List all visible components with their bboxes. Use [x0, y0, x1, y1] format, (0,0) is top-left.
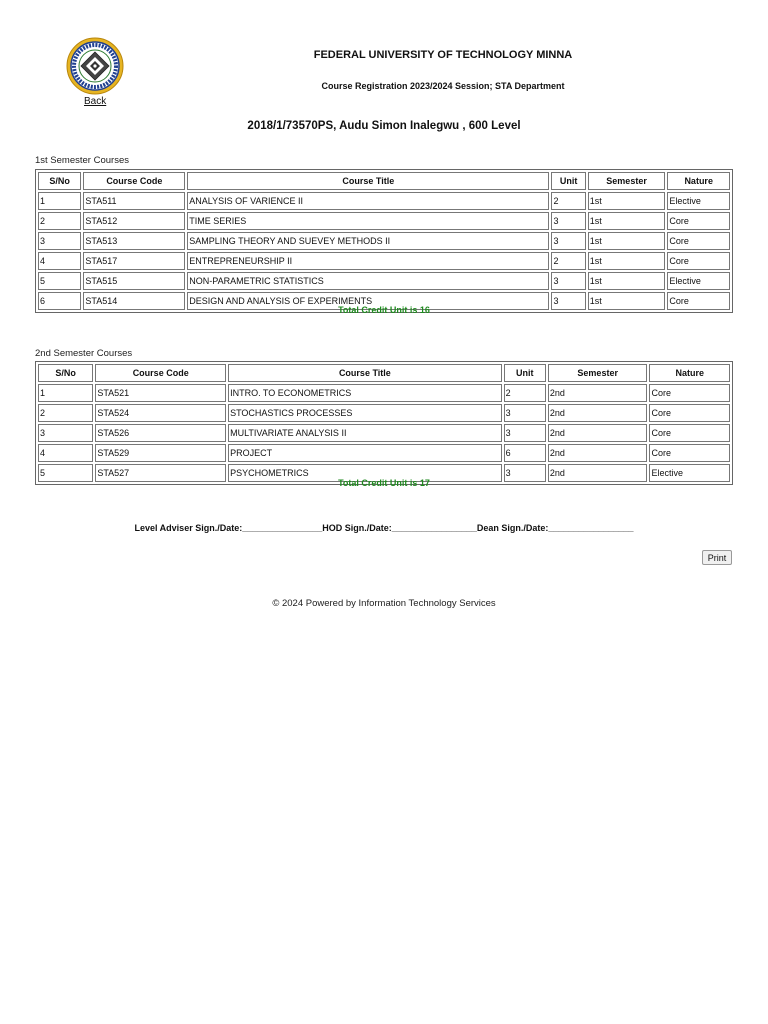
column-header: S/No — [38, 172, 81, 190]
table-cell: 3 — [551, 212, 585, 230]
column-header: Course Code — [83, 172, 185, 190]
column-header: Unit — [551, 172, 585, 190]
university-name: FEDERAL UNIVERSITY OF TECHNOLOGY MINNA — [313, 49, 573, 61]
table-row — [38, 192, 730, 210]
print-button[interactable]: Print — [702, 550, 732, 565]
table-cell: STA511 — [83, 192, 185, 210]
table-cell: STA514 — [83, 292, 185, 310]
table-cell: 3 — [38, 424, 93, 442]
table-cell: 2nd — [548, 424, 648, 442]
table-cell: STA524 — [95, 404, 226, 422]
second-semester-total: Total Credit Unit is 17 — [338, 478, 430, 488]
student-info: 2018/1/73570PS, Audu Simon Inalegwu , 600 Level — [247, 120, 521, 132]
table-cell: NON-PARAMETRIC STATISTICS — [187, 272, 549, 290]
table-cell: 3 — [551, 272, 585, 290]
table-cell: 2 — [504, 384, 546, 402]
table-cell: 1st — [588, 192, 666, 210]
table-cell: 3 — [551, 232, 585, 250]
table-cell: 2 — [551, 252, 585, 270]
table-header-row — [38, 172, 730, 190]
table-cell: STA529 — [95, 444, 226, 462]
table-cell: 2nd — [548, 444, 648, 462]
table-cell: STA512 — [83, 212, 185, 230]
table-cell: 1st — [588, 272, 666, 290]
table-cell: TIME SERIES — [187, 212, 549, 230]
table-cell: 5 — [38, 272, 81, 290]
table-cell: Core — [667, 212, 730, 230]
table-cell: 2 — [38, 212, 81, 230]
table-cell: PSYCHOMETRICS — [228, 464, 502, 482]
second-semester-caption: 2nd Semester Courses — [35, 348, 133, 359]
table-cell: 1 — [38, 192, 81, 210]
signature-line: Level Adviser Sign./Date:________________HOD Sign./Date:_________________Dean Sign./Date:_________________ — [134, 523, 634, 533]
table-cell: 2 — [551, 192, 585, 210]
table-cell: 3 — [504, 464, 546, 482]
table-cell: 1st — [588, 252, 666, 270]
column-header: Course Code — [95, 364, 226, 382]
column-header: Unit — [504, 364, 546, 382]
column-header: Nature — [667, 172, 730, 190]
table-cell: INTRO. TO ECONOMETRICS — [228, 384, 502, 402]
table-cell: Core — [649, 384, 730, 402]
table-cell: STA517 — [83, 252, 185, 270]
table-row — [38, 272, 730, 290]
table-cell: MULTIVARIATE ANALYSIS II — [228, 424, 502, 442]
table-cell: SAMPLING THEORY AND SUEVEY METHODS II — [187, 232, 549, 250]
footer-credit: © 2024 Powered by Information Technology Services — [272, 598, 496, 609]
table-header-row — [38, 364, 730, 382]
table-cell: 2nd — [548, 384, 648, 402]
table-cell: STA515 — [83, 272, 185, 290]
table-cell: Elective — [667, 192, 730, 210]
column-header: S/No — [38, 364, 93, 382]
table-cell: 2 — [38, 404, 93, 422]
table-cell: Core — [649, 404, 730, 422]
table-cell: 4 — [38, 252, 81, 270]
back-link[interactable]: Back — [84, 96, 107, 107]
column-header: Course Title — [187, 172, 549, 190]
table-cell: 6 — [38, 292, 81, 310]
table-row — [38, 384, 730, 402]
first-semester-table — [35, 169, 733, 313]
table-cell: Elective — [649, 464, 730, 482]
session-row — [0, 76, 768, 94]
table-cell: 1st — [588, 292, 666, 310]
table-cell: 3 — [504, 404, 546, 422]
table-cell: 3 — [38, 232, 81, 250]
table-cell: 3 — [504, 424, 546, 442]
session-line: Course Registration 2023/2024 Session; STA Department — [321, 81, 565, 91]
table-cell: 4 — [38, 444, 93, 462]
table-cell: 3 — [551, 292, 585, 310]
column-header: Nature — [649, 364, 730, 382]
table-row — [38, 212, 730, 230]
table-cell: DESIGN AND ANALYSIS OF EXPERIMENTS — [187, 292, 549, 310]
table-row — [38, 232, 730, 250]
column-header: Semester — [588, 172, 666, 190]
table-cell: 2nd — [548, 404, 648, 422]
table-cell: STA527 — [95, 464, 226, 482]
table-row — [38, 252, 730, 270]
first-semester-caption: 1st Semester Courses — [35, 155, 129, 166]
column-header: Course Title — [228, 364, 502, 382]
table-cell: 1 — [38, 384, 93, 402]
table-row — [38, 404, 730, 422]
table-cell: STA526 — [95, 424, 226, 442]
table-cell: Core — [667, 252, 730, 270]
second-semester-table — [35, 361, 733, 485]
table-cell: STA521 — [95, 384, 226, 402]
table-cell: STOCHASTICS PROCESSES — [228, 404, 502, 422]
table-cell: Core — [649, 424, 730, 442]
table-cell: ANALYSIS OF VARIENCE II — [187, 192, 549, 210]
table-row — [38, 424, 730, 442]
table-row — [38, 444, 730, 462]
table-cell: STA513 — [83, 232, 185, 250]
table-cell: 6 — [504, 444, 546, 462]
column-header: Semester — [548, 364, 648, 382]
table-cell: 5 — [38, 464, 93, 482]
table-cell: Core — [667, 232, 730, 250]
table-cell: Core — [667, 292, 730, 310]
table-cell: 1st — [588, 232, 666, 250]
table-cell: 2nd — [548, 464, 648, 482]
table-cell: PROJECT — [228, 444, 502, 462]
table-cell: 1st — [588, 212, 666, 230]
table-cell: Core — [649, 444, 730, 462]
table-cell: ENTREPRENEURSHIP II — [187, 252, 549, 270]
first-semester-total: Total Credit Unit is 16 — [338, 305, 430, 315]
table-cell: Elective — [667, 272, 730, 290]
university-name-row — [0, 45, 768, 63]
